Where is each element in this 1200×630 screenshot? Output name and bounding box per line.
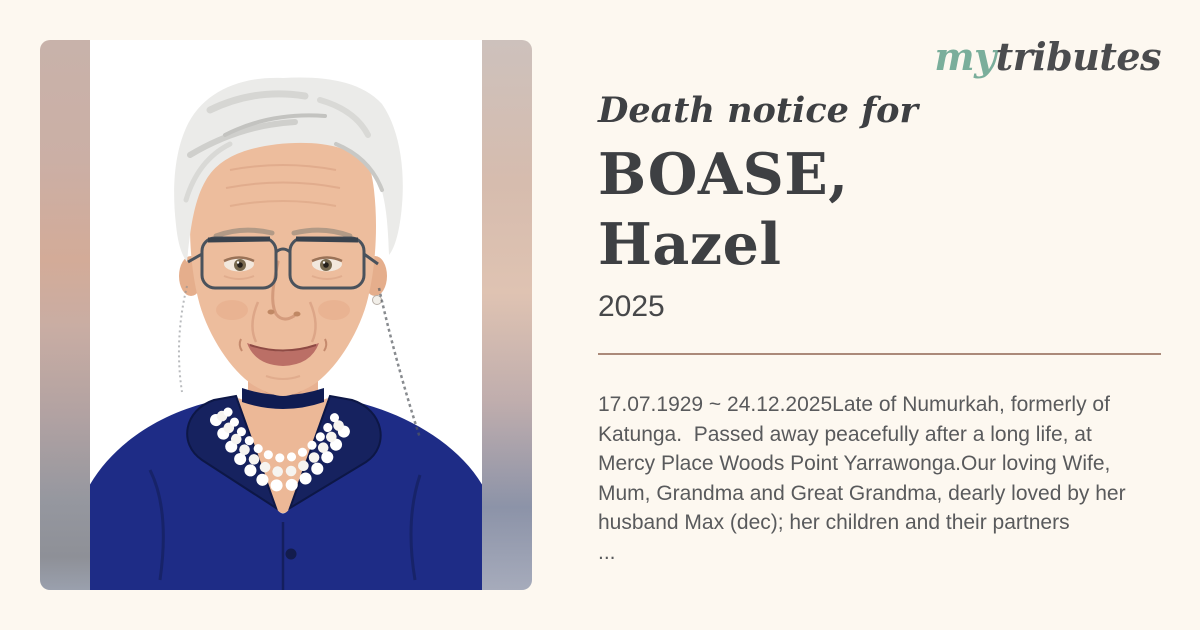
obituary-text bbox=[598, 390, 1126, 568]
notice-content bbox=[598, 0, 1161, 630]
deceased-surname: BOASE, bbox=[598, 141, 849, 208]
obituary-truncation-ellipsis: ... bbox=[598, 540, 616, 564]
divider bbox=[598, 353, 1161, 355]
logo-prefix: my bbox=[934, 34, 996, 79]
mytributes-logo bbox=[934, 34, 1161, 79]
photo-blur-edge-left bbox=[40, 40, 90, 590]
portrait-illustration bbox=[90, 40, 482, 590]
deceased-firstname: Hazel bbox=[598, 211, 782, 278]
portrait-image bbox=[90, 40, 482, 590]
obituary-line: Mercy Place Woods Point Yarrawonga.Our loving Wife, bbox=[598, 452, 1111, 476]
shirt-button bbox=[286, 549, 297, 560]
photo-blur-edge-right bbox=[482, 40, 532, 590]
obituary-line: 17.07.1929 ~ 24.12.2025Late of Numurkah, formerly of bbox=[598, 393, 1110, 416]
portrait-photo-card bbox=[40, 40, 532, 590]
notice-year: 2025 bbox=[598, 290, 665, 323]
logo-suffix: tributes bbox=[995, 34, 1161, 79]
obituary-line: Katunga. Passed away peacefully after a long life, at bbox=[598, 422, 1092, 446]
deceased-name bbox=[598, 140, 849, 280]
obituary-line: husband Max (dec); her children and their partners bbox=[598, 511, 1070, 535]
notice-kicker: Death notice for bbox=[598, 90, 918, 131]
obituary-line: Mum, Grandma and Great Grandma, dearly loved by her bbox=[598, 481, 1126, 505]
